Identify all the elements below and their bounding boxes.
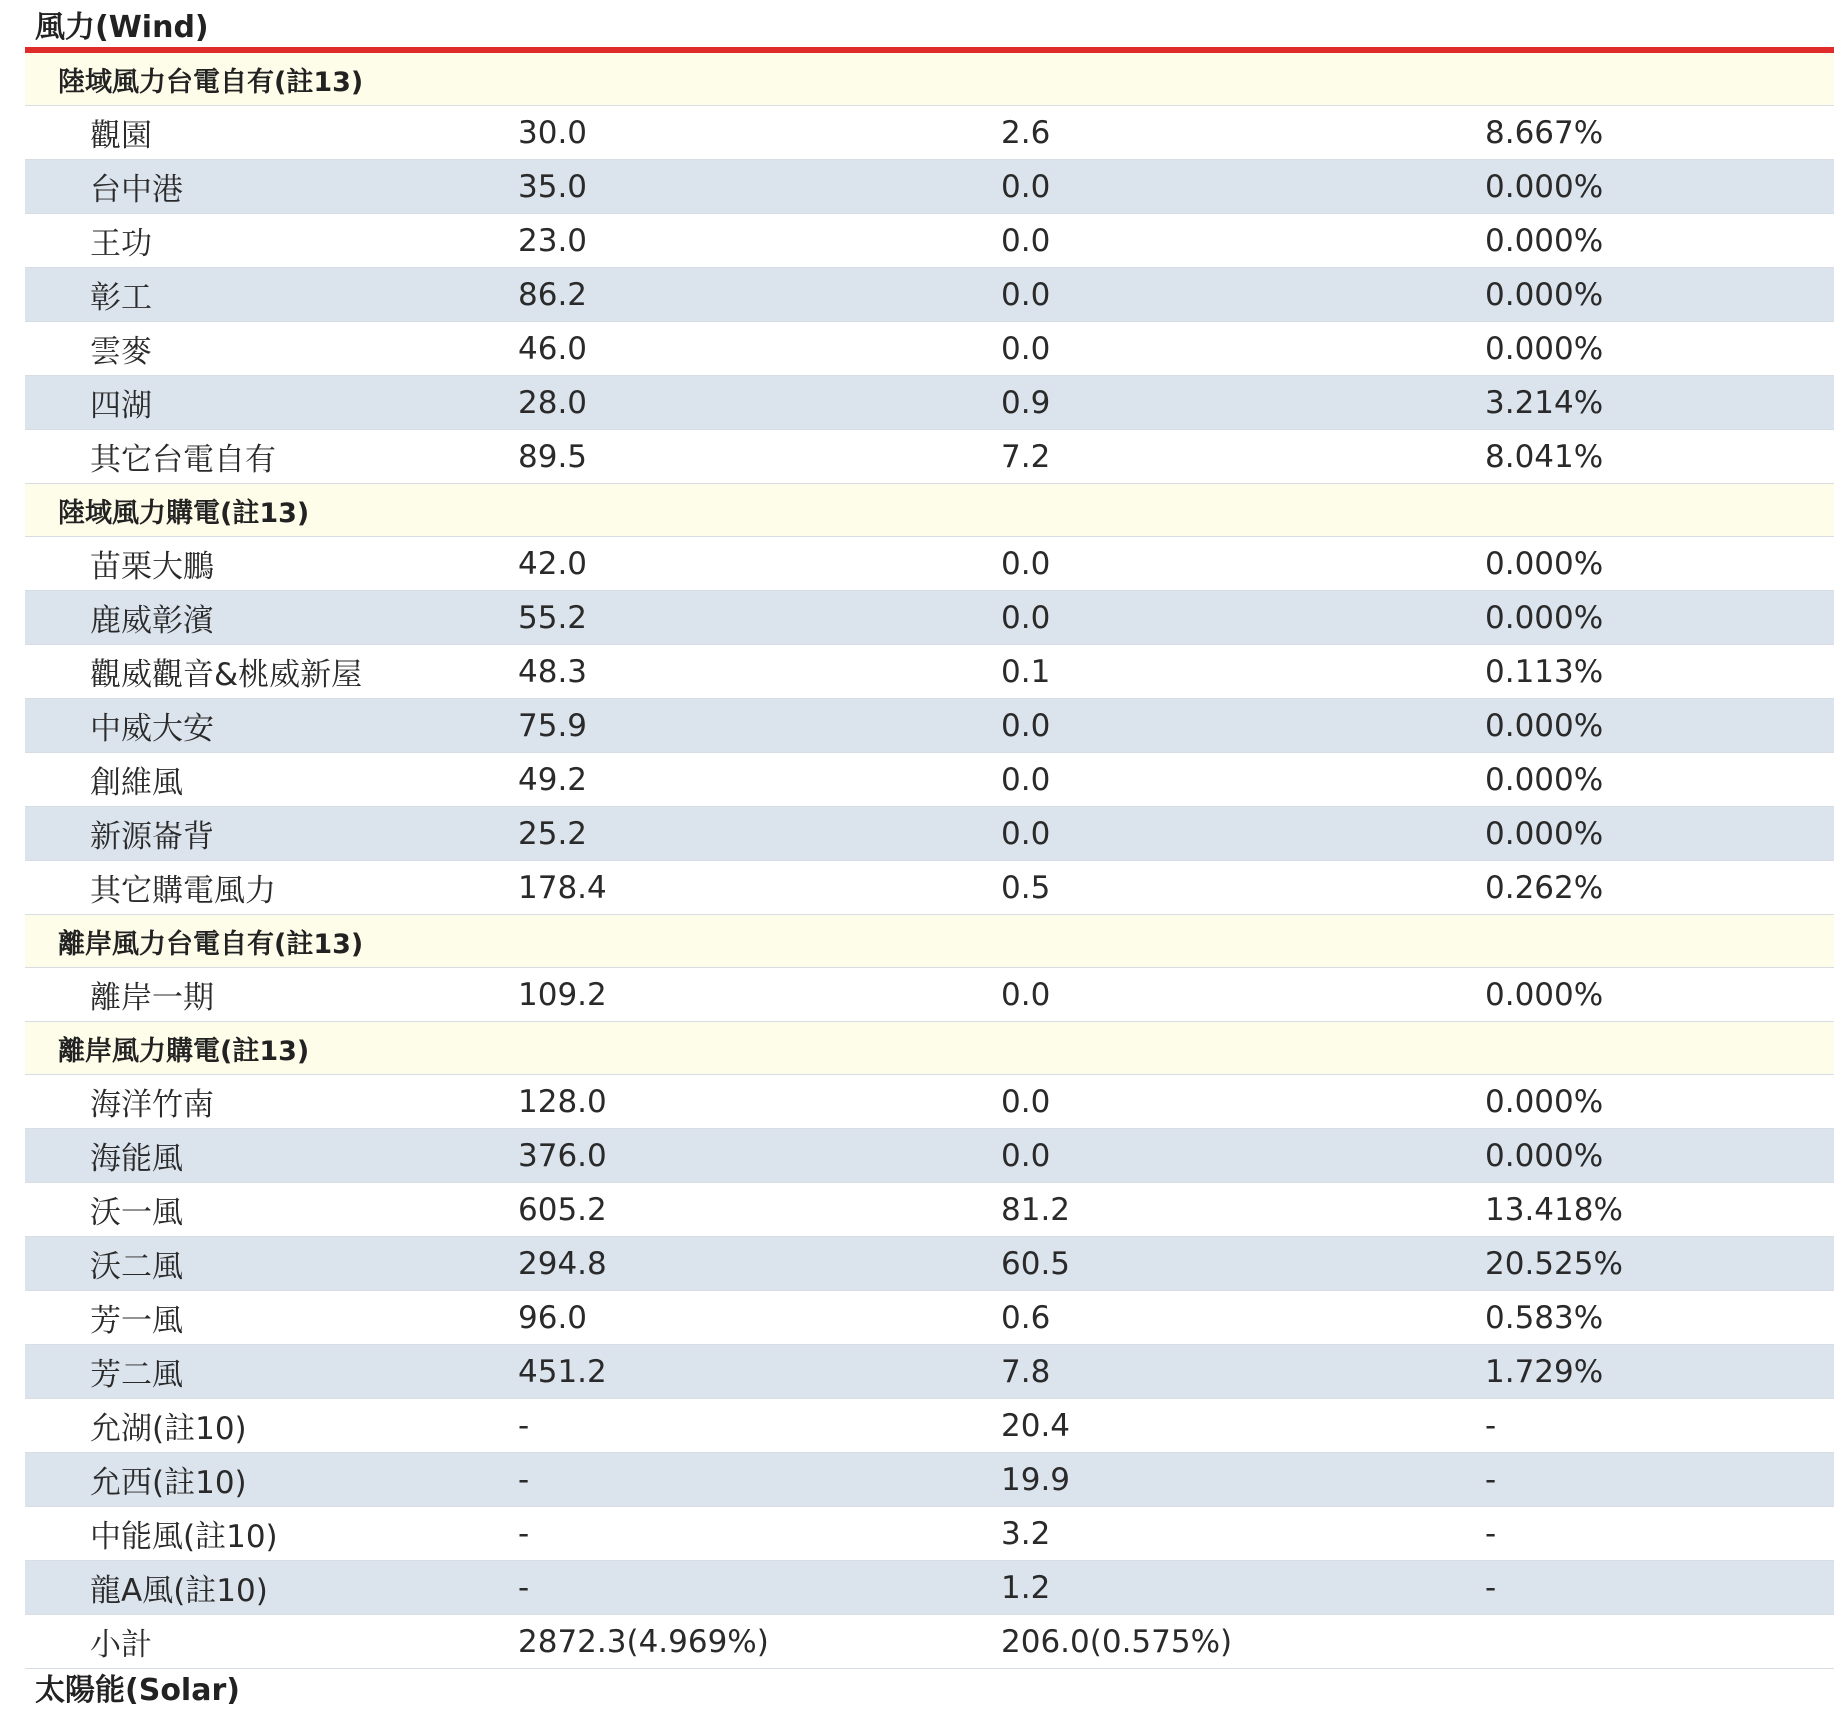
wind-section	[25, 0, 1834, 1708]
usage-rate-cell: -	[1485, 1515, 1497, 1552]
usage-rate-cell: 0.000%	[1485, 168, 1604, 205]
table-row	[25, 753, 1834, 807]
group-header-label: 陸域風力台電自有(註13)	[58, 66, 364, 98]
output-cell: 0.0	[1001, 545, 1051, 582]
next-section-title: 太陽能(Solar)	[35, 1673, 240, 1708]
output-cell: 0.0	[1001, 761, 1051, 798]
unit-name-cell: 觀園	[90, 118, 152, 154]
unit-name-cell: 離岸一期	[90, 980, 214, 1016]
capacity-cell: 23.0	[518, 222, 588, 259]
output-cell: 7.2	[1001, 438, 1051, 475]
output-cell: 19.9	[1001, 1461, 1071, 1498]
table-row	[25, 1291, 1834, 1345]
table-row	[25, 1507, 1834, 1561]
capacity-cell: 89.5	[518, 438, 588, 475]
usage-rate-cell: 0.000%	[1485, 545, 1604, 582]
usage-rate-cell: 8.667%	[1485, 114, 1604, 151]
unit-name-cell: 海能風	[90, 1141, 183, 1177]
capacity-cell: 25.2	[518, 815, 588, 852]
usage-rate-cell: 0.000%	[1485, 1137, 1604, 1174]
output-cell: 206.0(0.575%)	[1001, 1623, 1233, 1660]
group-header-row	[25, 53, 1834, 106]
output-cell: 1.2	[1001, 1569, 1051, 1606]
usage-rate-cell: 20.525%	[1485, 1245, 1623, 1282]
capacity-cell: 294.8	[518, 1245, 607, 1282]
unit-name-cell: 觀威觀音&桃威新屋	[90, 657, 363, 693]
usage-rate-cell: 0.000%	[1485, 976, 1604, 1013]
table-row	[25, 645, 1834, 699]
table-row	[25, 376, 1834, 430]
output-cell: 0.6	[1001, 1299, 1051, 1336]
output-cell: 0.0	[1001, 707, 1051, 744]
table-row	[25, 1129, 1834, 1183]
unit-name-cell: 新源崙背	[90, 819, 214, 855]
capacity-cell: -	[518, 1569, 530, 1606]
usage-rate-cell: 0.000%	[1485, 330, 1604, 367]
capacity-cell: -	[518, 1515, 530, 1552]
output-cell: 0.0	[1001, 815, 1051, 852]
unit-name-cell: 苗栗大鵬	[90, 549, 214, 585]
table-row	[25, 537, 1834, 591]
usage-rate-cell: 3.214%	[1485, 384, 1604, 421]
capacity-cell: 28.0	[518, 384, 588, 421]
table-row	[25, 861, 1834, 915]
output-cell: 0.1	[1001, 653, 1051, 690]
table-row	[25, 968, 1834, 1022]
table-row	[25, 1399, 1834, 1453]
unit-name-cell: 四湖	[90, 388, 152, 424]
usage-rate-cell: 0.000%	[1485, 815, 1604, 852]
unit-name-cell: 中威大安	[90, 711, 214, 747]
output-cell: 0.0	[1001, 599, 1051, 636]
unit-name-cell: 允湖(註10)	[90, 1411, 247, 1447]
usage-rate-cell: -	[1485, 1569, 1497, 1606]
usage-rate-cell: 0.000%	[1485, 707, 1604, 744]
output-cell: 0.5	[1001, 869, 1051, 906]
unit-name-cell: 其它台電自有	[90, 442, 276, 478]
output-cell: 3.2	[1001, 1515, 1051, 1552]
unit-name-cell: 雲麥	[90, 334, 152, 370]
group-header-row	[25, 1022, 1834, 1075]
output-cell: 0.0	[1001, 1137, 1051, 1174]
unit-name-cell: 王功	[90, 226, 152, 262]
capacity-cell: 605.2	[518, 1191, 607, 1228]
table-row	[25, 591, 1834, 645]
output-cell: 0.0	[1001, 168, 1051, 205]
table-row	[25, 807, 1834, 861]
capacity-cell: 96.0	[518, 1299, 588, 1336]
capacity-cell: -	[518, 1407, 530, 1444]
usage-rate-cell: 0.000%	[1485, 599, 1604, 636]
usage-rate-cell: 0.113%	[1485, 653, 1604, 690]
capacity-cell: 75.9	[518, 707, 588, 744]
capacity-cell: 86.2	[518, 276, 588, 313]
usage-rate-cell: 0.000%	[1485, 761, 1604, 798]
unit-name-cell: 中能風(註10)	[90, 1519, 278, 1555]
group-header-row	[25, 484, 1834, 537]
unit-name-cell: 彰工	[90, 280, 152, 316]
usage-rate-cell: 8.041%	[1485, 438, 1604, 475]
usage-rate-cell: 13.418%	[1485, 1191, 1623, 1228]
table-row	[25, 1345, 1834, 1399]
group-header-label: 陸域風力購電(註13)	[58, 497, 310, 529]
capacity-cell: 42.0	[518, 545, 588, 582]
table-row	[25, 268, 1834, 322]
output-cell: 2.6	[1001, 114, 1051, 151]
capacity-cell: 178.4	[518, 869, 607, 906]
capacity-cell: 49.2	[518, 761, 588, 798]
table-row	[25, 1237, 1834, 1291]
capacity-cell: 55.2	[518, 599, 588, 636]
output-cell: 60.5	[1001, 1245, 1071, 1282]
unit-name-cell: 其它購電風力	[90, 873, 276, 909]
output-cell: 0.0	[1001, 1083, 1051, 1120]
unit-name-cell: 沃二風	[90, 1249, 183, 1285]
output-cell: 0.0	[1001, 330, 1051, 367]
section-title: 風力(Wind)	[25, 0, 1834, 53]
usage-rate-cell: 0.000%	[1485, 222, 1604, 259]
table-row	[25, 1561, 1834, 1615]
output-cell: 81.2	[1001, 1191, 1071, 1228]
table-row	[25, 1453, 1834, 1507]
unit-name-cell: 龍A風(註10)	[90, 1573, 268, 1609]
group-header-label: 離岸風力台電自有(註13)	[58, 928, 364, 960]
table-row	[25, 1615, 1834, 1669]
capacity-cell: 109.2	[518, 976, 607, 1013]
group-header-row	[25, 915, 1834, 968]
table-row	[25, 699, 1834, 753]
unit-name-cell: 創維風	[90, 765, 183, 801]
usage-rate-cell: -	[1485, 1461, 1497, 1498]
output-cell: 0.0	[1001, 276, 1051, 313]
table-row	[25, 214, 1834, 268]
usage-rate-cell: -	[1485, 1407, 1497, 1444]
table-row	[25, 1075, 1834, 1129]
unit-name-cell: 小計	[90, 1627, 152, 1663]
capacity-cell: 2872.3(4.969%)	[518, 1623, 769, 1660]
unit-name-cell: 沃一風	[90, 1195, 183, 1231]
unit-name-cell: 芳一風	[90, 1303, 183, 1339]
table-row	[25, 322, 1834, 376]
table-row	[25, 430, 1834, 484]
usage-rate-cell: 1.729%	[1485, 1353, 1604, 1390]
capacity-cell: 451.2	[518, 1353, 607, 1390]
capacity-cell: -	[518, 1461, 530, 1498]
output-cell: 0.0	[1001, 976, 1051, 1013]
unit-name-cell: 台中港	[90, 172, 183, 208]
output-cell: 20.4	[1001, 1407, 1071, 1444]
unit-name-cell: 允西(註10)	[90, 1465, 247, 1501]
group-header-label: 離岸風力購電(註13)	[58, 1035, 310, 1067]
capacity-cell: 30.0	[518, 114, 588, 151]
usage-rate-cell: 0.262%	[1485, 869, 1604, 906]
unit-name-cell: 芳二風	[90, 1357, 183, 1393]
usage-rate-cell: 0.000%	[1485, 1083, 1604, 1120]
output-cell: 0.0	[1001, 222, 1051, 259]
capacity-cell: 128.0	[518, 1083, 607, 1120]
table-row	[25, 106, 1834, 160]
output-cell: 0.9	[1001, 384, 1051, 421]
capacity-cell: 35.0	[518, 168, 588, 205]
unit-name-cell: 鹿威彰濱	[90, 603, 214, 639]
usage-rate-cell: 0.000%	[1485, 276, 1604, 313]
table-row	[25, 1183, 1834, 1237]
unit-name-cell: 海洋竹南	[90, 1087, 214, 1123]
capacity-cell: 46.0	[518, 330, 588, 367]
wind-table	[25, 53, 1834, 1669]
output-cell: 7.8	[1001, 1353, 1051, 1390]
capacity-cell: 48.3	[518, 653, 588, 690]
usage-rate-cell: 0.583%	[1485, 1299, 1604, 1336]
table-row	[25, 160, 1834, 214]
capacity-cell: 376.0	[518, 1137, 607, 1174]
